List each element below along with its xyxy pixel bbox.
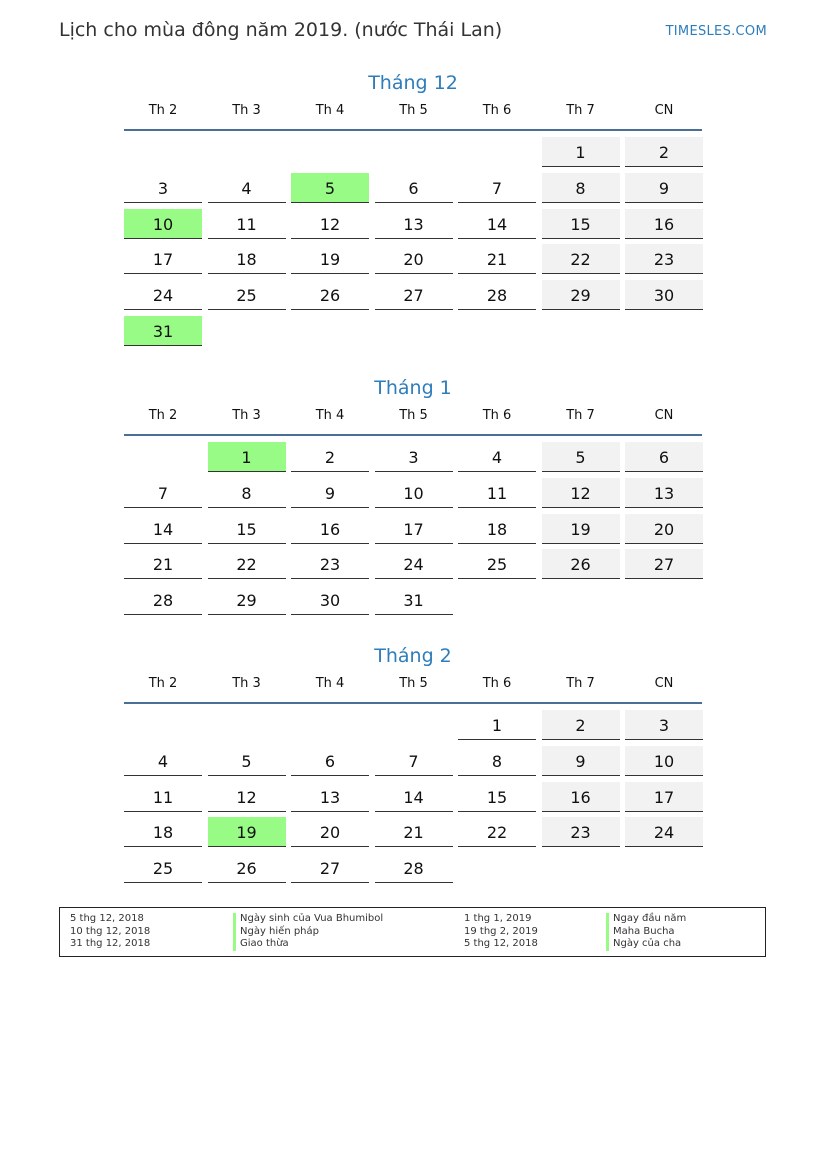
holiday-day-cell[interactable]: 19 [208, 817, 286, 847]
day-cell[interactable]: 9 [542, 746, 620, 776]
day-cell[interactable]: 4 [208, 173, 286, 203]
month-title: Tháng 2 [374, 645, 452, 667]
day-cell[interactable]: 27 [291, 853, 369, 883]
day-cell[interactable]: 20 [625, 514, 703, 544]
day-cell[interactable]: 25 [208, 280, 286, 310]
day-cell[interactable]: 17 [124, 244, 202, 274]
day-cell[interactable]: 15 [208, 514, 286, 544]
day-cell[interactable]: 16 [291, 514, 369, 544]
day-cell[interactable]: 24 [124, 280, 202, 310]
holiday-day-cell[interactable]: 10 [124, 209, 202, 239]
day-cell[interactable]: 5 [208, 746, 286, 776]
legend-date: 1 thg 1, 2019 [464, 913, 532, 924]
day-cell[interactable]: 22 [542, 244, 620, 274]
day-cell[interactable]: 26 [291, 280, 369, 310]
weekday-label-sun: CN [654, 676, 674, 691]
legend-holiday-name: Ngày của cha [606, 938, 686, 951]
day-cell[interactable]: 28 [375, 853, 453, 883]
day-cell[interactable]: 8 [458, 746, 536, 776]
month-title: Tháng 12 [368, 72, 458, 94]
day-cell[interactable]: 19 [291, 244, 369, 274]
brand-link[interactable]: TIMESLES.COM [665, 24, 767, 39]
day-cell[interactable]: 4 [458, 442, 536, 472]
day-cell[interactable]: 9 [291, 478, 369, 508]
month-february [124, 642, 702, 879]
day-cell[interactable]: 27 [625, 549, 703, 579]
day-cell[interactable]: 31 [375, 585, 453, 615]
day-cell[interactable]: 1 [458, 710, 536, 740]
day-cell[interactable]: 3 [375, 442, 453, 472]
day-cell[interactable]: 7 [375, 746, 453, 776]
day-cell[interactable]: 7 [458, 173, 536, 203]
day-cell[interactable]: 18 [208, 244, 286, 274]
day-cell[interactable]: 10 [375, 478, 453, 508]
day-cell[interactable]: 13 [291, 782, 369, 812]
day-cell[interactable]: 23 [291, 549, 369, 579]
day-cell[interactable]: 27 [375, 280, 453, 310]
day-cell[interactable]: 9 [625, 173, 703, 203]
page-title: Lịch cho mùa đông năm 2019. (nước Thái Lan) [59, 19, 503, 41]
legend-date: 5 thg 12, 2018 [464, 938, 538, 949]
day-cell[interactable]: 7 [124, 478, 202, 508]
day-cell[interactable]: 11 [458, 478, 536, 508]
day-cell[interactable]: 6 [291, 746, 369, 776]
day-cell[interactable]: 16 [542, 782, 620, 812]
day-cell[interactable]: 21 [124, 549, 202, 579]
weekday-label-thu: Th 5 [399, 676, 428, 691]
day-cell[interactable]: 2 [625, 137, 703, 167]
legend-dates-left [70, 913, 150, 951]
day-cell[interactable]: 18 [124, 817, 202, 847]
day-cell[interactable]: 28 [124, 585, 202, 615]
legend-holiday-name: Giao thừa [233, 938, 383, 951]
month-title: Tháng 1 [374, 377, 452, 399]
day-cell[interactable]: 26 [208, 853, 286, 883]
day-cell[interactable]: 10 [625, 746, 703, 776]
month-january [124, 374, 702, 611]
day-cell[interactable]: 13 [375, 209, 453, 239]
day-cell[interactable]: 11 [208, 209, 286, 239]
day-cell[interactable]: 24 [375, 549, 453, 579]
month-december [124, 69, 702, 341]
day-cell[interactable]: 3 [625, 710, 703, 740]
day-cell[interactable]: 12 [291, 209, 369, 239]
holiday-day-cell[interactable]: 1 [208, 442, 286, 472]
holiday-legend [59, 907, 766, 957]
holiday-day-cell[interactable]: 5 [291, 173, 369, 203]
day-cell[interactable]: 12 [542, 478, 620, 508]
day-cell[interactable]: 13 [625, 478, 703, 508]
weekday-label-sat: Th 7 [566, 103, 595, 118]
weekday-header [124, 97, 702, 131]
day-cell[interactable]: 20 [375, 244, 453, 274]
day-cell[interactable]: 8 [542, 173, 620, 203]
day-cell[interactable]: 14 [375, 782, 453, 812]
day-cell[interactable]: 30 [291, 585, 369, 615]
weekday-label-mon: Th 2 [148, 676, 178, 691]
day-cell[interactable]: 29 [208, 585, 286, 615]
weekday-label-tue: Th 3 [232, 103, 261, 118]
weekday-label-wed: Th 4 [315, 676, 345, 691]
day-cell[interactable]: 4 [124, 746, 202, 776]
weekday-label-mon: Th 2 [148, 103, 178, 118]
day-cell[interactable]: 15 [542, 209, 620, 239]
day-cell[interactable]: 26 [542, 549, 620, 579]
weekday-header [124, 670, 702, 704]
day-cell[interactable]: 30 [625, 280, 703, 310]
legend-holiday-name: Ngay đầu năm [606, 913, 686, 926]
day-cell[interactable]: 21 [458, 244, 536, 274]
weekday-label-wed: Th 4 [315, 103, 345, 118]
day-cell[interactable]: 20 [291, 817, 369, 847]
day-cell[interactable]: 14 [124, 514, 202, 544]
day-cell[interactable]: 8 [208, 478, 286, 508]
day-cell[interactable]: 18 [458, 514, 536, 544]
weekday-label-tue: Th 3 [232, 408, 261, 423]
day-cell[interactable]: 17 [375, 514, 453, 544]
day-cell[interactable]: 2 [291, 442, 369, 472]
day-cell[interactable]: 6 [625, 442, 703, 472]
weekday-label-wed: Th 4 [315, 408, 345, 423]
legend-date: 10 thg 12, 2018 [70, 925, 151, 937]
day-cell[interactable]: 14 [458, 209, 536, 239]
day-cell[interactable]: 23 [542, 817, 620, 847]
day-cell[interactable]: 16 [625, 209, 703, 239]
day-cell[interactable]: 3 [124, 173, 202, 203]
day-cell[interactable]: 28 [458, 280, 536, 310]
day-cell[interactable]: 22 [458, 817, 536, 847]
weekday-label-tue: Th 3 [232, 676, 261, 691]
weekday-label-sun: CN [654, 408, 674, 423]
weekday-label-mon: Th 2 [148, 408, 178, 423]
weekday-label-thu: Th 5 [399, 408, 428, 423]
legend-dates-right [464, 913, 538, 951]
day-cell[interactable]: 23 [625, 244, 703, 274]
day-cell[interactable]: 12 [208, 782, 286, 812]
legend-holiday-name: Ngày hiến pháp [233, 926, 383, 939]
day-cell[interactable]: 17 [625, 782, 703, 812]
day-cell[interactable]: 19 [542, 514, 620, 544]
weekday-label-sat: Th 7 [566, 408, 595, 423]
day-cell[interactable]: 6 [375, 173, 453, 203]
legend-date: 19 thg 2, 2019 [464, 925, 538, 937]
weekday-label-fri: Th 6 [482, 676, 512, 691]
day-cell[interactable]: 2 [542, 710, 620, 740]
legend-names-right [606, 913, 686, 951]
weekday-label-thu: Th 5 [399, 103, 428, 118]
holiday-day-cell[interactable]: 31 [124, 316, 202, 346]
day-cell[interactable]: 25 [124, 853, 202, 883]
weekday-label-fri: Th 6 [482, 408, 512, 423]
legend-date: 5 thg 12, 2018 [70, 913, 144, 924]
weekday-header [124, 402, 702, 436]
day-cell[interactable]: 21 [375, 817, 453, 847]
day-cell[interactable]: 5 [542, 442, 620, 472]
day-cell[interactable]: 25 [458, 549, 536, 579]
legend-date: 31 thg 12, 2018 [70, 938, 151, 949]
legend-names-left [233, 913, 383, 951]
day-cell[interactable]: 15 [458, 782, 536, 812]
day-cell[interactable]: 1 [542, 137, 620, 167]
weekday-label-sat: Th 7 [566, 676, 595, 691]
legend-holiday-name: Ngày sinh của Vua Bhumibol [233, 913, 383, 926]
day-cell[interactable]: 29 [542, 280, 620, 310]
day-cell[interactable]: 11 [124, 782, 202, 812]
day-cell[interactable]: 22 [208, 549, 286, 579]
weekday-label-fri: Th 6 [482, 103, 512, 118]
legend-holiday-name: Maha Bucha [606, 926, 686, 939]
day-cell[interactable]: 24 [625, 817, 703, 847]
weekday-label-sun: CN [654, 103, 674, 118]
